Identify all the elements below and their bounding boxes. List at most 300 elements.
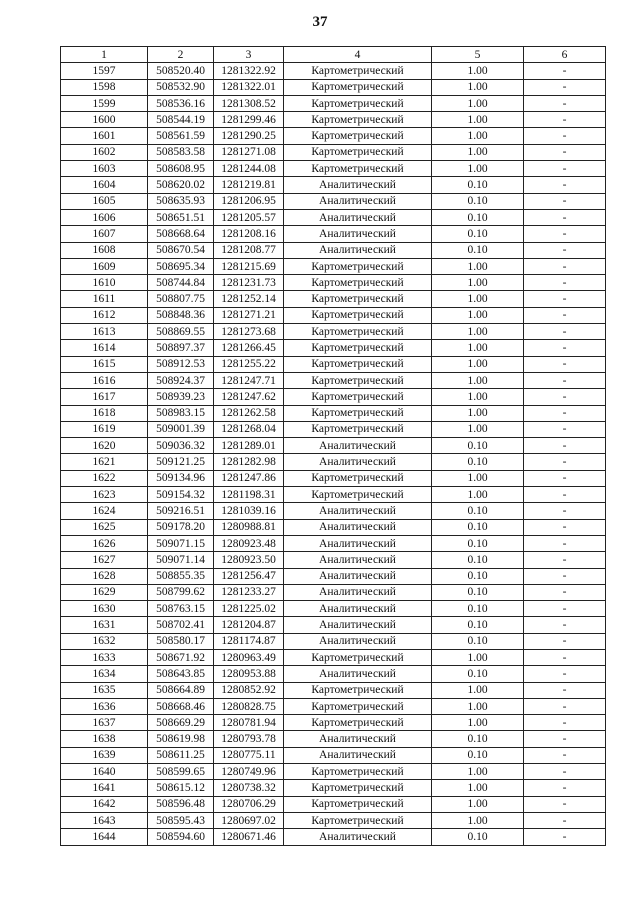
x-coordinate-cell: 508799.62 (148, 584, 214, 600)
point-number-cell: 1637 (61, 715, 148, 731)
table-row (61, 812, 606, 828)
y-coordinate-cell: 1280923.48 (214, 535, 284, 551)
method-cell: Картометрический (284, 649, 432, 665)
point-number-cell: 1617 (61, 389, 148, 405)
note-cell: - (524, 535, 606, 551)
accuracy-cell: 1.00 (432, 698, 524, 714)
note-cell: - (524, 715, 606, 731)
method-cell: Аналитический (284, 601, 432, 617)
accuracy-cell: 1.00 (432, 487, 524, 503)
accuracy-cell: 1.00 (432, 258, 524, 274)
table-row (61, 601, 606, 617)
point-number-cell: 1601 (61, 128, 148, 144)
x-coordinate-cell: 509001.39 (148, 421, 214, 437)
table-row (61, 144, 606, 160)
y-coordinate-cell: 1281271.21 (214, 307, 284, 323)
accuracy-cell: 0.10 (432, 519, 524, 535)
x-coordinate-cell: 508671.92 (148, 649, 214, 665)
method-cell: Аналитический (284, 226, 432, 242)
method-cell: Аналитический (284, 535, 432, 551)
point-number-cell: 1630 (61, 601, 148, 617)
point-number-cell: 1607 (61, 226, 148, 242)
method-cell: Картометрический (284, 291, 432, 307)
column-header: 1 (61, 47, 148, 63)
point-number-cell: 1599 (61, 95, 148, 111)
table-row (61, 503, 606, 519)
x-coordinate-cell: 508912.53 (148, 356, 214, 372)
method-cell: Аналитический (284, 731, 432, 747)
x-coordinate-cell: 508983.15 (148, 405, 214, 421)
point-number-cell: 1627 (61, 552, 148, 568)
method-cell: Картометрический (284, 796, 432, 812)
accuracy-cell: 1.00 (432, 161, 524, 177)
x-coordinate-cell: 508596.48 (148, 796, 214, 812)
x-coordinate-cell: 508744.84 (148, 275, 214, 291)
y-coordinate-cell: 1281322.92 (214, 63, 284, 79)
point-number-cell: 1628 (61, 568, 148, 584)
note-cell: - (524, 356, 606, 372)
x-coordinate-cell: 508561.59 (148, 128, 214, 144)
note-cell: - (524, 340, 606, 356)
y-coordinate-cell: 1281247.71 (214, 372, 284, 388)
x-coordinate-cell: 508620.02 (148, 177, 214, 193)
accuracy-cell: 1.00 (432, 780, 524, 796)
y-coordinate-cell: 1281215.69 (214, 258, 284, 274)
point-number-cell: 1608 (61, 242, 148, 258)
method-cell: Картометрический (284, 356, 432, 372)
note-cell: - (524, 324, 606, 340)
accuracy-cell: 0.10 (432, 584, 524, 600)
note-cell: - (524, 177, 606, 193)
table-row (61, 829, 606, 845)
accuracy-cell: 1.00 (432, 324, 524, 340)
accuracy-cell: 1.00 (432, 421, 524, 437)
note-cell: - (524, 552, 606, 568)
method-cell: Картометрический (284, 79, 432, 95)
point-number-cell: 1640 (61, 764, 148, 780)
point-number-cell: 1602 (61, 144, 148, 160)
table-row (61, 324, 606, 340)
x-coordinate-cell: 508763.15 (148, 601, 214, 617)
x-coordinate-cell: 509121.25 (148, 454, 214, 470)
accuracy-cell: 0.10 (432, 193, 524, 209)
note-cell: - (524, 291, 606, 307)
table-row (61, 209, 606, 225)
method-cell: Картометрический (284, 470, 432, 486)
point-number-cell: 1634 (61, 666, 148, 682)
y-coordinate-cell: 1280828.75 (214, 698, 284, 714)
table-row (61, 747, 606, 763)
accuracy-cell: 1.00 (432, 63, 524, 79)
point-number-cell: 1616 (61, 372, 148, 388)
method-cell: Аналитический (284, 503, 432, 519)
y-coordinate-cell: 1281262.58 (214, 405, 284, 421)
y-coordinate-cell: 1280953.88 (214, 666, 284, 682)
note-cell: - (524, 226, 606, 242)
y-coordinate-cell: 1281290.25 (214, 128, 284, 144)
table-row (61, 356, 606, 372)
x-coordinate-cell: 508807.75 (148, 291, 214, 307)
point-number-cell: 1635 (61, 682, 148, 698)
y-coordinate-cell: 1280923.50 (214, 552, 284, 568)
accuracy-cell: 0.10 (432, 633, 524, 649)
point-number-cell: 1626 (61, 535, 148, 551)
table-row (61, 389, 606, 405)
accuracy-cell: 1.00 (432, 95, 524, 111)
note-cell: - (524, 128, 606, 144)
x-coordinate-cell: 509154.32 (148, 487, 214, 503)
accuracy-cell: 1.00 (432, 764, 524, 780)
table-row (61, 421, 606, 437)
accuracy-cell: 0.10 (432, 568, 524, 584)
method-cell: Аналитический (284, 568, 432, 584)
point-number-cell: 1633 (61, 649, 148, 665)
y-coordinate-cell: 1281198.31 (214, 487, 284, 503)
table-row (61, 128, 606, 144)
accuracy-cell: 1.00 (432, 715, 524, 731)
table-row (61, 161, 606, 177)
y-coordinate-cell: 1280671.46 (214, 829, 284, 845)
y-coordinate-cell: 1281247.86 (214, 470, 284, 486)
y-coordinate-cell: 1280775.11 (214, 747, 284, 763)
x-coordinate-cell: 508611.25 (148, 747, 214, 763)
point-number-cell: 1629 (61, 584, 148, 600)
table-row (61, 568, 606, 584)
note-cell: - (524, 633, 606, 649)
table-row (61, 552, 606, 568)
x-coordinate-cell: 508608.95 (148, 161, 214, 177)
table-row (61, 584, 606, 600)
method-cell: Аналитический (284, 242, 432, 258)
note-cell: - (524, 63, 606, 79)
method-cell: Картометрический (284, 161, 432, 177)
table-row (61, 193, 606, 209)
method-cell: Аналитический (284, 584, 432, 600)
x-coordinate-cell: 508855.35 (148, 568, 214, 584)
note-cell: - (524, 161, 606, 177)
note-cell: - (524, 405, 606, 421)
note-cell: - (524, 389, 606, 405)
method-cell: Картометрический (284, 324, 432, 340)
method-cell: Картометрический (284, 340, 432, 356)
note-cell: - (524, 601, 606, 617)
table-body (61, 63, 606, 845)
x-coordinate-cell: 508643.85 (148, 666, 214, 682)
accuracy-cell: 1.00 (432, 649, 524, 665)
table-row (61, 226, 606, 242)
accuracy-cell: 1.00 (432, 144, 524, 160)
x-coordinate-cell: 508669.29 (148, 715, 214, 731)
table-row (61, 112, 606, 128)
accuracy-cell: 0.10 (432, 454, 524, 470)
note-cell: - (524, 470, 606, 486)
point-number-cell: 1605 (61, 193, 148, 209)
accuracy-cell: 1.00 (432, 682, 524, 698)
y-coordinate-cell: 1280852.92 (214, 682, 284, 698)
note-cell: - (524, 698, 606, 714)
point-number-cell: 1600 (61, 112, 148, 128)
method-cell: Картометрический (284, 275, 432, 291)
y-coordinate-cell: 1281247.62 (214, 389, 284, 405)
x-coordinate-cell: 509071.14 (148, 552, 214, 568)
y-coordinate-cell: 1280738.32 (214, 780, 284, 796)
y-coordinate-cell: 1281208.16 (214, 226, 284, 242)
table-row (61, 438, 606, 454)
point-number-cell: 1624 (61, 503, 148, 519)
table-row (61, 470, 606, 486)
x-coordinate-cell: 508668.46 (148, 698, 214, 714)
table-row (61, 796, 606, 812)
table-row (61, 63, 606, 79)
note-cell: - (524, 438, 606, 454)
point-number-cell: 1641 (61, 780, 148, 796)
accuracy-cell: 0.10 (432, 209, 524, 225)
note-cell: - (524, 421, 606, 437)
y-coordinate-cell: 1281271.08 (214, 144, 284, 160)
note-cell: - (524, 503, 606, 519)
table-row (61, 649, 606, 665)
note-cell: - (524, 682, 606, 698)
table-row (61, 519, 606, 535)
point-number-cell: 1618 (61, 405, 148, 421)
accuracy-cell: 1.00 (432, 372, 524, 388)
x-coordinate-cell: 508635.93 (148, 193, 214, 209)
table-row (61, 405, 606, 421)
x-coordinate-cell: 508544.19 (148, 112, 214, 128)
y-coordinate-cell: 1281282.98 (214, 454, 284, 470)
x-coordinate-cell: 508897.37 (148, 340, 214, 356)
table-row (61, 764, 606, 780)
method-cell: Аналитический (284, 193, 432, 209)
table-row (61, 731, 606, 747)
method-cell: Аналитический (284, 552, 432, 568)
point-number-cell: 1614 (61, 340, 148, 356)
x-coordinate-cell: 508869.55 (148, 324, 214, 340)
coordinates-table (60, 46, 606, 846)
point-number-cell: 1606 (61, 209, 148, 225)
accuracy-cell: 1.00 (432, 275, 524, 291)
point-number-cell: 1642 (61, 796, 148, 812)
page-number: 37 (312, 14, 328, 30)
note-cell: - (524, 209, 606, 225)
accuracy-cell: 1.00 (432, 291, 524, 307)
note-cell: - (524, 372, 606, 388)
table-row (61, 698, 606, 714)
y-coordinate-cell: 1280988.81 (214, 519, 284, 535)
x-coordinate-cell: 508651.51 (148, 209, 214, 225)
y-coordinate-cell: 1281308.52 (214, 95, 284, 111)
accuracy-cell: 1.00 (432, 405, 524, 421)
column-header: 4 (284, 47, 432, 63)
method-cell: Картометрический (284, 780, 432, 796)
note-cell: - (524, 812, 606, 828)
table-row (61, 666, 606, 682)
note-cell: - (524, 79, 606, 95)
point-number-cell: 1623 (61, 487, 148, 503)
y-coordinate-cell: 1281231.73 (214, 275, 284, 291)
x-coordinate-cell: 508924.37 (148, 372, 214, 388)
x-coordinate-cell: 508848.36 (148, 307, 214, 323)
method-cell: Картометрический (284, 372, 432, 388)
point-number-cell: 1615 (61, 356, 148, 372)
table-row (61, 487, 606, 503)
method-cell: Картометрический (284, 144, 432, 160)
x-coordinate-cell: 508939.23 (148, 389, 214, 405)
accuracy-cell: 0.10 (432, 829, 524, 845)
method-cell: Аналитический (284, 666, 432, 682)
x-coordinate-cell: 508664.89 (148, 682, 214, 698)
note-cell: - (524, 454, 606, 470)
method-cell: Картометрический (284, 63, 432, 79)
method-cell: Картометрический (284, 258, 432, 274)
accuracy-cell: 1.00 (432, 356, 524, 372)
method-cell: Картометрический (284, 715, 432, 731)
accuracy-cell: 1.00 (432, 796, 524, 812)
x-coordinate-cell: 508532.90 (148, 79, 214, 95)
y-coordinate-cell: 1280697.02 (214, 812, 284, 828)
accuracy-cell: 1.00 (432, 812, 524, 828)
x-coordinate-cell: 508670.54 (148, 242, 214, 258)
column-header: 6 (524, 47, 606, 63)
method-cell: Аналитический (284, 438, 432, 454)
point-number-cell: 1604 (61, 177, 148, 193)
y-coordinate-cell: 1280793.78 (214, 731, 284, 747)
point-number-cell: 1632 (61, 633, 148, 649)
note-cell: - (524, 112, 606, 128)
x-coordinate-cell: 508580.17 (148, 633, 214, 649)
y-coordinate-cell: 1281039.16 (214, 503, 284, 519)
table-row (61, 258, 606, 274)
method-cell: Картометрический (284, 682, 432, 698)
x-coordinate-cell: 509216.51 (148, 503, 214, 519)
method-cell: Картометрический (284, 307, 432, 323)
y-coordinate-cell: 1280781.94 (214, 715, 284, 731)
method-cell: Картометрический (284, 112, 432, 128)
note-cell: - (524, 764, 606, 780)
method-cell: Аналитический (284, 747, 432, 763)
method-cell: Картометрический (284, 128, 432, 144)
point-number-cell: 1611 (61, 291, 148, 307)
x-coordinate-cell: 508583.58 (148, 144, 214, 160)
x-coordinate-cell: 509134.96 (148, 470, 214, 486)
note-cell: - (524, 568, 606, 584)
point-number-cell: 1622 (61, 470, 148, 486)
table-row (61, 780, 606, 796)
method-cell: Аналитический (284, 617, 432, 633)
note-cell: - (524, 747, 606, 763)
note-cell: - (524, 829, 606, 845)
x-coordinate-cell: 508695.34 (148, 258, 214, 274)
method-cell: Картометрический (284, 421, 432, 437)
note-cell: - (524, 275, 606, 291)
accuracy-cell: 0.10 (432, 438, 524, 454)
method-cell: Картометрический (284, 95, 432, 111)
method-cell: Картометрический (284, 764, 432, 780)
accuracy-cell: 1.00 (432, 470, 524, 486)
y-coordinate-cell: 1281255.22 (214, 356, 284, 372)
x-coordinate-cell: 508702.41 (148, 617, 214, 633)
point-number-cell: 1598 (61, 79, 148, 95)
method-cell: Картометрический (284, 405, 432, 421)
y-coordinate-cell: 1281289.01 (214, 438, 284, 454)
y-coordinate-cell: 1280963.49 (214, 649, 284, 665)
table-row (61, 340, 606, 356)
note-cell: - (524, 649, 606, 665)
x-coordinate-cell: 508595.43 (148, 812, 214, 828)
column-header: 3 (214, 47, 284, 63)
x-coordinate-cell: 508619.98 (148, 731, 214, 747)
x-coordinate-cell: 508536.16 (148, 95, 214, 111)
method-cell: Картометрический (284, 812, 432, 828)
accuracy-cell: 0.10 (432, 535, 524, 551)
table-row (61, 177, 606, 193)
table-row (61, 682, 606, 698)
accuracy-cell: 1.00 (432, 307, 524, 323)
accuracy-cell: 0.10 (432, 617, 524, 633)
y-coordinate-cell: 1281273.68 (214, 324, 284, 340)
column-header: 5 (432, 47, 524, 63)
method-cell: Аналитический (284, 633, 432, 649)
y-coordinate-cell: 1281266.45 (214, 340, 284, 356)
accuracy-cell: 0.10 (432, 731, 524, 747)
point-number-cell: 1644 (61, 829, 148, 845)
table-row (61, 535, 606, 551)
y-coordinate-cell: 1281208.77 (214, 242, 284, 258)
note-cell: - (524, 731, 606, 747)
point-number-cell: 1597 (61, 63, 148, 79)
y-coordinate-cell: 1281219.81 (214, 177, 284, 193)
note-cell: - (524, 144, 606, 160)
accuracy-cell: 0.10 (432, 177, 524, 193)
x-coordinate-cell: 508615.12 (148, 780, 214, 796)
table-row (61, 617, 606, 633)
note-cell: - (524, 617, 606, 633)
table-row (61, 633, 606, 649)
note-cell: - (524, 487, 606, 503)
accuracy-cell: 1.00 (432, 79, 524, 95)
accuracy-cell: 0.10 (432, 226, 524, 242)
column-header: 2 (148, 47, 214, 63)
table-row (61, 715, 606, 731)
x-coordinate-cell: 508599.65 (148, 764, 214, 780)
x-coordinate-cell: 508668.64 (148, 226, 214, 242)
method-cell: Аналитический (284, 454, 432, 470)
method-cell: Картометрический (284, 389, 432, 405)
point-number-cell: 1612 (61, 307, 148, 323)
y-coordinate-cell: 1281204.87 (214, 617, 284, 633)
note-cell: - (524, 666, 606, 682)
y-coordinate-cell: 1281252.14 (214, 291, 284, 307)
note-cell: - (524, 242, 606, 258)
note-cell: - (524, 307, 606, 323)
table-row (61, 307, 606, 323)
point-number-cell: 1613 (61, 324, 148, 340)
y-coordinate-cell: 1281225.02 (214, 601, 284, 617)
point-number-cell: 1639 (61, 747, 148, 763)
y-coordinate-cell: 1281244.08 (214, 161, 284, 177)
accuracy-cell: 1.00 (432, 389, 524, 405)
point-number-cell: 1636 (61, 698, 148, 714)
y-coordinate-cell: 1281205.57 (214, 209, 284, 225)
x-coordinate-cell: 509071.15 (148, 535, 214, 551)
accuracy-cell: 1.00 (432, 340, 524, 356)
note-cell: - (524, 796, 606, 812)
table-row (61, 79, 606, 95)
x-coordinate-cell: 509178.20 (148, 519, 214, 535)
table-header-row (61, 47, 606, 63)
y-coordinate-cell: 1280749.96 (214, 764, 284, 780)
accuracy-cell: 0.10 (432, 242, 524, 258)
